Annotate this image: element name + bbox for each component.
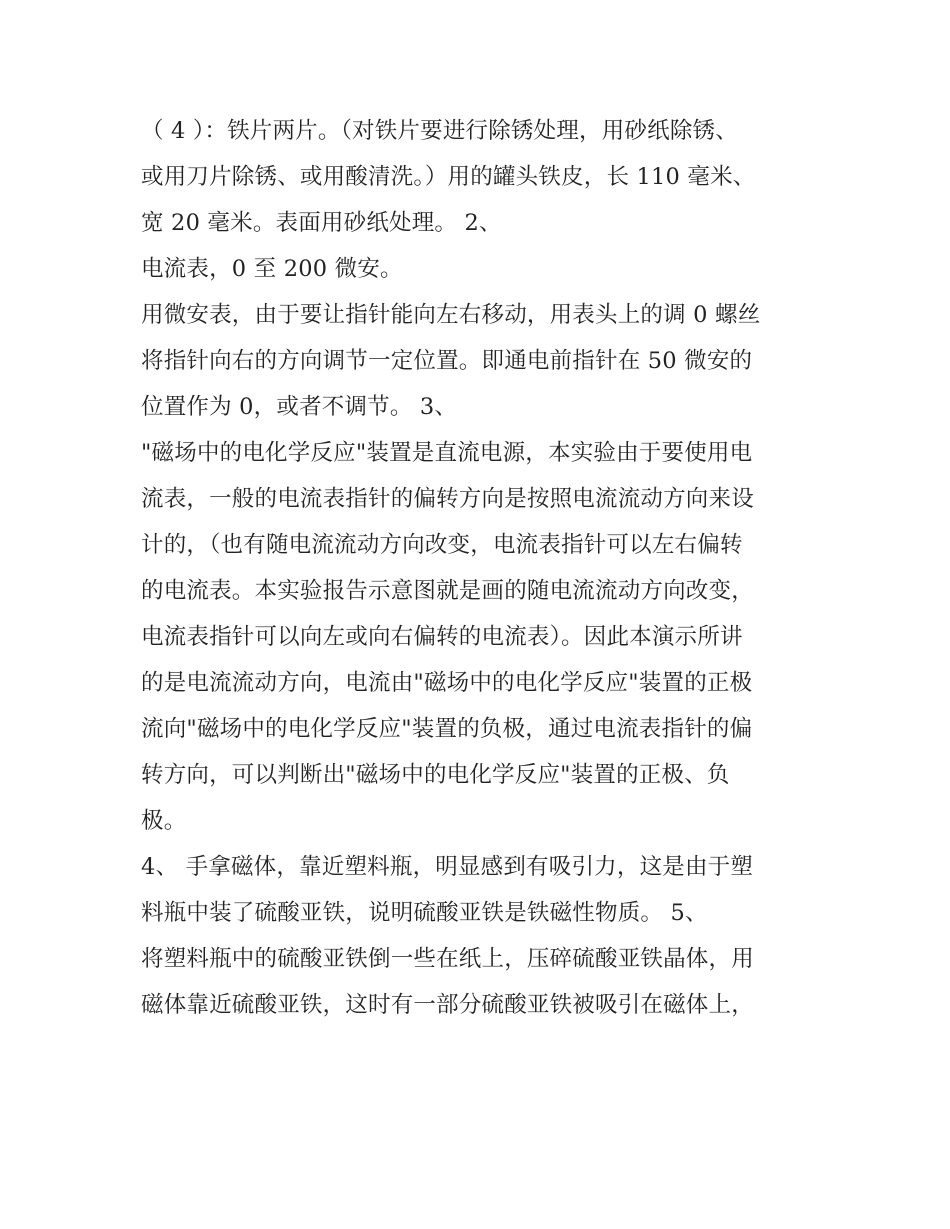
text-line: 磁体靠近硫酸亚铁，这时有一部分硫酸亚铁被吸引在磁体上， — [141, 992, 754, 1018]
text-line: 的是电流流动方向，电流由"磁场中的电化学反应"装置的正极 — [141, 670, 753, 696]
text-line: 流向"磁场中的电化学反应"装置的负极，通过电流表指针的偏 — [141, 716, 753, 742]
document-body — [141, 108, 821, 1028]
text-line: 位置作为 0，或者不调节。 3、 — [141, 394, 458, 420]
text-line: 将塑料瓶中的硫酸亚铁倒一些在纸上，压碎硫酸亚铁晶体，用 — [141, 946, 754, 972]
text-line: 极。 — [141, 808, 187, 834]
text-line: 的电流表。本实验报告示意图就是画的随电流流动方向改变， — [141, 578, 754, 604]
text-line: 或用刀片除锈、或用酸清洗。）用的罐头铁皮，长 110 毫米、 — [141, 164, 756, 190]
text-line: 宽 20 毫米。表面用砂纸处理。 2、 — [141, 210, 502, 236]
text-line: 转方向，可以判断出"磁场中的电化学反应"装置的正极、负 — [141, 762, 730, 788]
text-line: 料瓶中装了硫酸亚铁，说明硫酸亚铁是铁磁性物质。 5、 — [141, 900, 708, 926]
text-line: 流表，一般的电流表指针的偏转方向是按照电流流动方向来设 — [141, 486, 754, 512]
text-line: 用微安表，由于要让指针能向左右移动，用表头上的调 0 螺丝 — [141, 302, 761, 328]
text-line: 电流表，0 至 200 微安。 — [141, 256, 403, 282]
text-line: 计的，（也有随电流流动方向改变，电流表指针可以左右偏转 — [141, 532, 743, 558]
text-line: 将指针向右的方向调节一定位置。即通电前指针在 50 微安的 — [141, 348, 753, 374]
text-line: 4、 手拿磁体，靠近塑料瓶，明显感到有吸引力，这是由于塑 — [141, 854, 754, 880]
text-line: 电流表指针可以向左或向右偏转的电流表）。因此本演示所讲 — [141, 624, 743, 650]
text-line: （ 4 ）：铁片两片。（对铁片要进行除锈处理，用砂纸除锈、 — [141, 118, 738, 144]
text-line: "磁场中的电化学反应"装置是直流电源，本实验由于要使用电 — [141, 440, 753, 466]
